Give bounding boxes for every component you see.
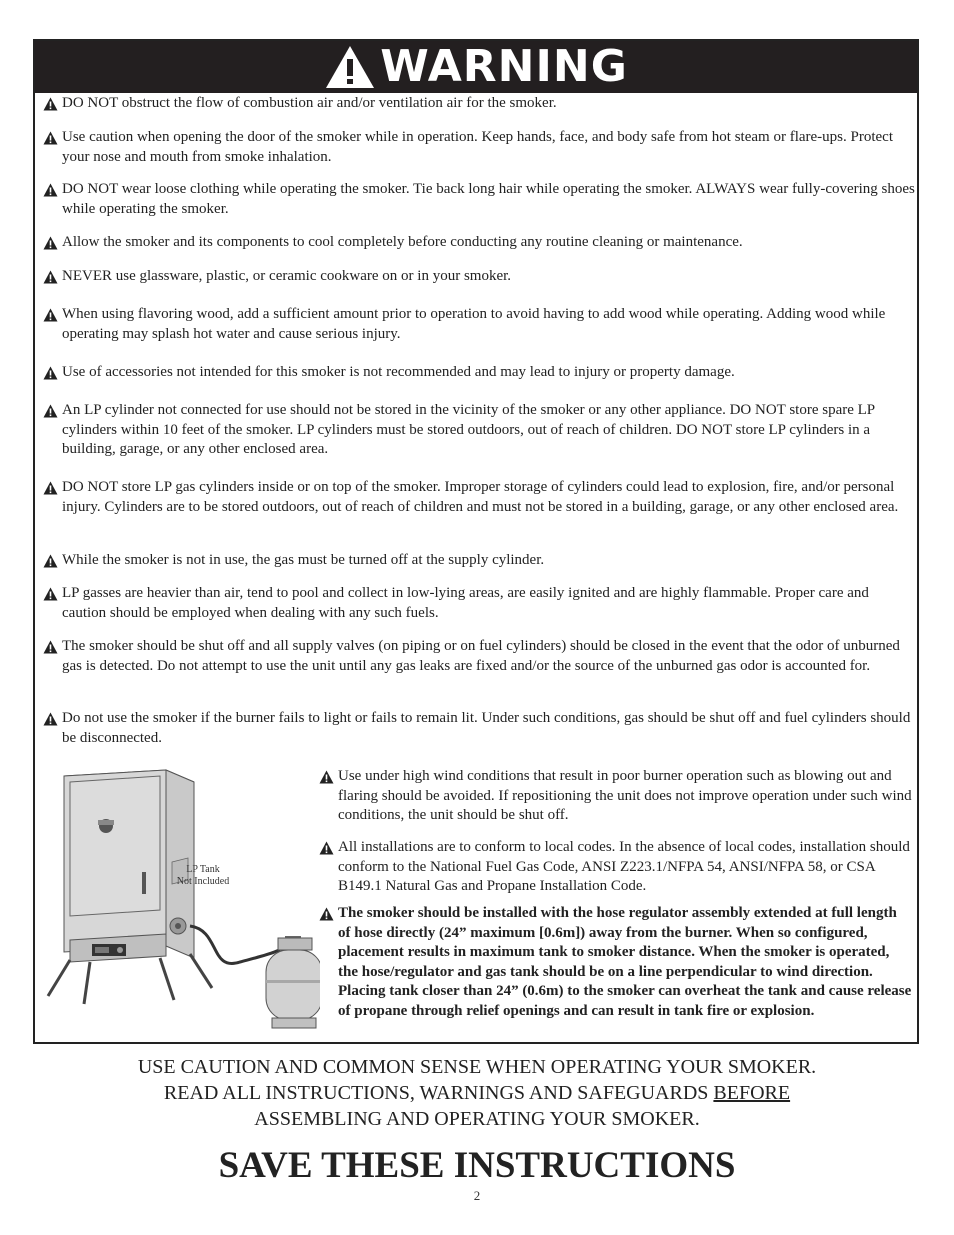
warning-triangle-icon bbox=[43, 131, 58, 145]
smoker-illustration bbox=[40, 762, 320, 1030]
warning-triangle-icon bbox=[43, 712, 58, 726]
warning-triangle-icon bbox=[43, 270, 58, 284]
warning-text: The smoker should be installed with the hose regulator assembly extended at full length of hose directly (24” maximum [0.6m]) away from the burner. When so configured, placement results in maximum tank to smoker distance. When the smoker is operated, the hose/regulator and gas tank should be on a line perpendicular to wind direction. Placing tank closer than 24” (0.6m) to the smoker can overheat the tank and cause release of propane through relief openings and can result in tank fire or explosion. bbox=[338, 905, 912, 1019]
warning-item bbox=[43, 478, 915, 517]
save-instructions-title: SAVE THESE INSTRUCTIONS bbox=[218, 1145, 736, 1186]
caution-line-2-underlined: BEFORE bbox=[713, 1082, 791, 1104]
warning-text: DO NOT wear loose clothing while operating the smoker. Tie back long hair while operating the smoker. ALWAYS wear fully-covering shoes while operating the smoker. bbox=[62, 181, 915, 217]
warning-triangle-icon bbox=[43, 587, 58, 601]
warning-text: Use of accessories not intended for this smoker is not recommended and may lead to injury or property damage. bbox=[62, 364, 735, 380]
warning-item bbox=[43, 584, 915, 623]
warning-triangle-icon bbox=[43, 554, 58, 568]
warning-text: DO NOT store LP gas cylinders inside or on top of the smoker. Improper storage of cylinders could lead to explosion, fire, and/or personal injury. Cylinders are to be stored outdoors, out of reach of children and must not be stored in a building, garage, or any other enclosed area. bbox=[62, 479, 899, 515]
warning-triangle-icon bbox=[43, 640, 58, 654]
lp-tank-label-line1: LP Tank bbox=[186, 864, 220, 875]
warning-item bbox=[43, 363, 915, 383]
caution-line-2 bbox=[0, 1080, 954, 1106]
caution-line-3: ASSEMBLING AND OPERATING YOUR SMOKER. bbox=[254, 1108, 700, 1130]
warning-item-bold bbox=[319, 904, 913, 1021]
warning-triangle-icon bbox=[324, 44, 376, 90]
warning-triangle-icon bbox=[319, 770, 334, 784]
warning-text: All installations are to conform to local codes. In the absence of local codes, installation should conform to the National Fuel Gas Code, ANSI Z223.1/NFPA 54, ANSI/NFPA 58, or CSA B149.1 Natural Gas and Propane Installation Code. bbox=[338, 839, 910, 894]
warning-triangle-icon bbox=[43, 97, 58, 111]
warning-text: DO NOT obstruct the flow of combustion air and/or ventilation air for the smoker. bbox=[62, 95, 557, 111]
warning-text: While the smoker is not in use, the gas must be turned off at the supply cylinder. bbox=[62, 552, 545, 568]
page-number: 2 bbox=[473, 1188, 481, 1203]
warning-item bbox=[43, 551, 915, 571]
warning-triangle-icon bbox=[43, 404, 58, 418]
warning-text: Use caution when opening the door of the smoker while in operation. Keep hands, face, and body safe from hot steam or flare-ups. Protect your nose and mouth from smoke inhalation. bbox=[62, 129, 893, 165]
warning-item bbox=[43, 128, 915, 167]
warning-text: The smoker should be shut off and all supply valves (on piping or on fuel cylinders) should be closed in the event that the odor of unburned gas is detected. Do not attempt to use the unit until any gas leaks are fixed and/or the source of the unburned gas odor is accounted for. bbox=[62, 638, 900, 674]
warning-triangle-icon bbox=[43, 366, 58, 380]
warning-item bbox=[319, 838, 913, 897]
warning-item bbox=[43, 637, 915, 676]
warning-item bbox=[43, 180, 915, 219]
warning-text: NEVER use glassware, plastic, or ceramic cookware on or in your smoker. bbox=[62, 268, 512, 284]
warning-text: LP gasses are heavier than air, tend to pool and collect in low-lying areas, are easily ignited and are highly flammable. Proper care and caution should be employed when dealing with any such fuels. bbox=[62, 585, 869, 621]
warning-text: When using flavoring wood, add a sufficient amount prior to operation to avoid having to add wood while operating. Adding wood while operating may splash hot water and cause serious injury. bbox=[62, 306, 886, 342]
warning-item bbox=[43, 267, 915, 287]
caution-line-1: USE CAUTION AND COMMON SENSE WHEN OPERATING YOUR SMOKER. bbox=[137, 1056, 817, 1078]
warning-triangle-icon bbox=[319, 907, 334, 921]
warning-triangle-icon bbox=[43, 308, 58, 322]
warning-text: An LP cylinder not connected for use should not be stored in the vicinity of the smoker or any other appliance. DO NOT store spare LP cylinders within 10 feet of the smoker. LP cylinders must be stored outdoors, out of reach of children. DO NOT store LP cylinders in a building, garage, or any other enclosed area. bbox=[62, 402, 875, 457]
warning-item bbox=[43, 401, 915, 460]
warning-triangle-icon bbox=[319, 841, 334, 855]
warning-text: Do not use the smoker if the burner fails to light or fails to remain lit. Under such conditions, gas should be shut off and fuel cylinders should be disconnected. bbox=[62, 710, 911, 746]
lp-tank-label-line2: Not Included bbox=[176, 876, 230, 887]
warning-item bbox=[43, 709, 915, 748]
warning-item bbox=[43, 233, 915, 253]
warning-text: Use under high wind conditions that result in poor burner operation such as blowing out and flaring should be avoided. If repositioning the unit does not improve operation under such wind conditions, the unit should be shut off. bbox=[338, 768, 912, 823]
warning-item bbox=[319, 767, 913, 826]
warning-text: Allow the smoker and its components to cool completely before conducting any routine cleaning or maintenance. bbox=[62, 234, 743, 250]
warning-triangle-icon bbox=[43, 183, 58, 197]
warning-item bbox=[43, 305, 915, 344]
caution-line-2-text: READ ALL INSTRUCTIONS, WARNINGS AND SAFEGUARDS bbox=[163, 1082, 714, 1104]
warning-triangle-icon bbox=[43, 236, 58, 250]
warning-header bbox=[35, 41, 917, 93]
warning-item bbox=[43, 94, 915, 114]
warning-triangle-icon bbox=[43, 481, 58, 495]
caution-text bbox=[0, 1054, 954, 1132]
lp-tank-label bbox=[168, 864, 238, 888]
warning-title: WARNING bbox=[380, 41, 628, 92]
